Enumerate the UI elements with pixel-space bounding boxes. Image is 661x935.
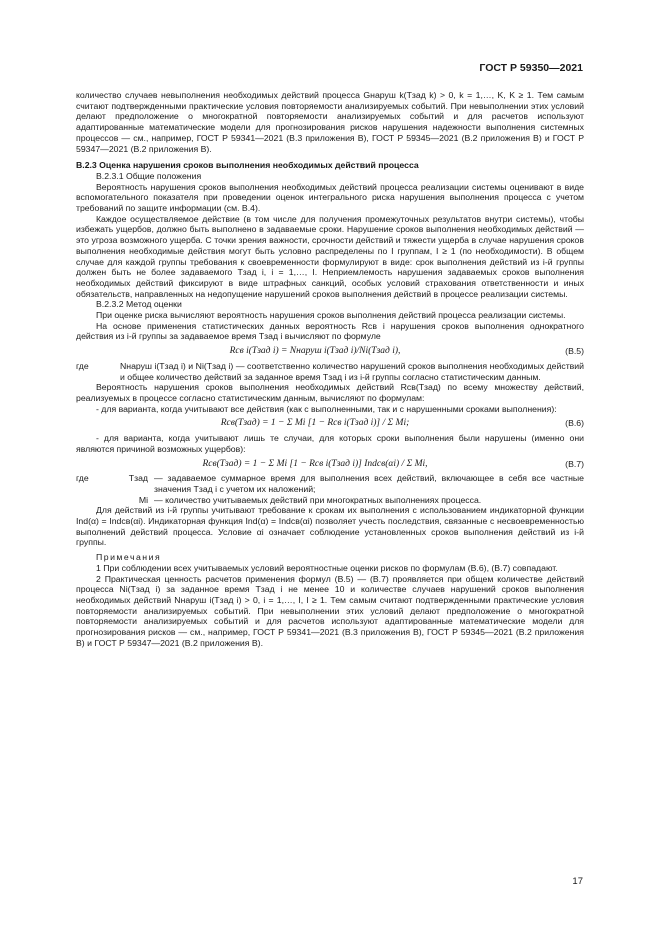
paragraph: Вероятность нарушения сроков выполнения необходимых действий процесса реализации системы оценивают в виде вспомогательного показателя при проведении оценок интегрального риска нарушения выполнения процесса с учетом требований по защите информации (см. В.4). [76, 181, 584, 214]
legend-b7-t [76, 473, 584, 494]
note-2: 2 Практическая ценность расчетов применения формул (В.5) — (В.7) проявляется при общем количестве действий процесса Ni(Tзад i) за заданное время Tзад i не менее 10 и количестве случаев нарушений сроков выполнения необходимых действий Nнаруш i(Tзад i) > 0, i = 1,…, I, I ≥ 1. Тем самым считают подтвержденными практические условия повторяемости анализируемых событий. При невыполнении этих условий делают предположение о многократной повторяемости анализируемых событий и для расчетов используют адаптированные математические модели для прогнозирования рисков — см., например, ГОСТ Р 59341—2021 (В.3 приложения В), ГОСТ Р 59345—2021 (В.2 приложения В) и ГОСТ Р 59347—2021 (В.2 приложения В). [76, 573, 584, 648]
section-title: В.2.3 Оценка нарушения сроков выполнения необходимых действий процесса [76, 160, 419, 171]
formula-b6 [76, 418, 584, 429]
document-header: ГОСТ Р 59350—2021 [479, 62, 583, 74]
paragraph: - для варианта, когда учитывают все действия (как с выполненными, так и с нарушенными сроками выполнения): [96, 403, 557, 414]
page-number: 17 [572, 876, 583, 887]
formula-b7-number: (В.7) [565, 458, 584, 469]
formula-b5-number: (В.5) [565, 346, 584, 357]
paragraph: При оценке риска вычисляют вероятность нарушения сроков выполнения действий процесса реализации системы. [96, 310, 566, 321]
paragraph: Каждое осуществляемое действие (в том числе для получения промежуточных результатов внутри системы), чтобы избежать ущербов, должно быть выполнено в задаваемые сроки. Нарушение сроков выполнения необходимых действий — это угроза возможного ущерба. С точки зрения важности, срочности действий и тяжести ущерба в случае нарушения сроков выполнения необходимые действия могут быть условно распределены по I группам, I ≥ 1 (по необходимости). В общем случае для каждой группы требования к своевременности формулируют в виде: срок выполнения действий из i-й группы должен быть не более задаваемого Tзад i, i = 1,…, I. Неприемлемость нарушения задаваемых сроков выполнения необходимых действий фиксируют в виде штрафных санкций, особых условий страхования ответственности и иных обязательств, направленных на недопущение нарушений сроков выполнения действий в процессе реализации системы. [76, 213, 584, 299]
where-label: где [76, 473, 89, 484]
formula-b7-expression: Rсв(Tзад) = 1 − Σ Mi [1 − Rсв i(Tзад i)] Indсв(αi) / Σ Mi, [202, 458, 428, 469]
legend-text: — задаваемое суммарное время для выполнения всех действий, включающее в себя все частные значения Tзад i с учетом их наложений; [154, 473, 584, 494]
legend-symbol: Tзад [128, 473, 148, 484]
legend-symbol: Mi [138, 494, 148, 505]
legend-b5 [76, 361, 584, 382]
legend-b7-m [76, 495, 584, 506]
legend-symbol: Nнаруш i(Tзад i) и Ni(Tзад i) [120, 360, 234, 371]
subsection-title-method: В.2.3.2 Метод оценки [96, 299, 182, 310]
subsection-title-general: В.2.3.1 Общие положения [96, 170, 202, 181]
legend-text: — количество учитываемых действий при многократных выполнениях процесса. [154, 494, 482, 505]
formula-b5 [76, 346, 584, 357]
formula-b7 [76, 459, 584, 470]
legend-text: — соответственно количество нарушений сроков выполнения необходимых действий и общее количество действий за заданное время Tзад i из i-й группы согласно статистическим данным. [120, 360, 585, 382]
paragraph: Для действий из i-й группы учитывают требование к срокам их выполнения с использованием индикаторной функции Ind(α) = Indсв(αi). Индикаторная функция Ind(α) = Indсв(αi) позволяет учесть последствия, связанные с несвоевременностью выполнений действий процесса. Условие αi означает соблюдение установленных сроков выполнения действий из i-й группы. [76, 505, 584, 548]
document-body [76, 90, 584, 648]
notes-title: Примечания [96, 552, 162, 563]
paragraph: Вероятность нарушения сроков выполнения необходимых действий Rсв(Tзад) по всему множеству действий, реализуемых в процессе согласно статистическим данным, вычисляют по формулам: [76, 382, 584, 403]
intro-paragraph: количество случаев невыполнения необходимых действий процесса Gнаруш k(Tзад k) > 0, k = 1,…, K, K ≥ 1. Тем самым считают подтвержденными практические условия повторяемости анализируемых событий. При невыполнении этих условий делают предположение о многократной повторяемости анализируемых событий и для расчетов используют адаптированные математические модели для прогнозирования рисков нарушения надежности выполнения системных процессов — см., например, ГОСТ Р 59341—2021 (В.3 приложения В), ГОСТ Р 59345—2021 (В.2 приложения В) и ГОСТ Р 59347—2021 (В.2 приложения В). [76, 90, 584, 154]
where-label: где [76, 360, 89, 371]
formula-b6-number: (В.6) [565, 418, 584, 429]
paragraph: - для варианта, когда учитывают лишь те случаи, для которых сроки выполнения были нарушены (именно они являются причиной возможных ущербов): [76, 433, 584, 454]
formula-b6-expression: Rсв(Tзад) = 1 − Σ Mi [1 − Rсв i(Tзад i)] / Σ Mi; [220, 418, 410, 429]
note-1: 1 При соблюдении всех учитываемых условий вероятностные оценки рисков по формулам (В.6), (В.7) совпадают. [96, 562, 558, 573]
paragraph: На основе применения статистических данных вероятность Rсв i нарушения сроков выполнения однократного действия из i-й группы за задаваемое время Tзад i вычисляют по формуле [76, 320, 584, 342]
formula-b5-expression: Rсв i(Tзад i) = Nнаруш i(Tзад i)/Ni(Tзад i), [229, 346, 401, 357]
